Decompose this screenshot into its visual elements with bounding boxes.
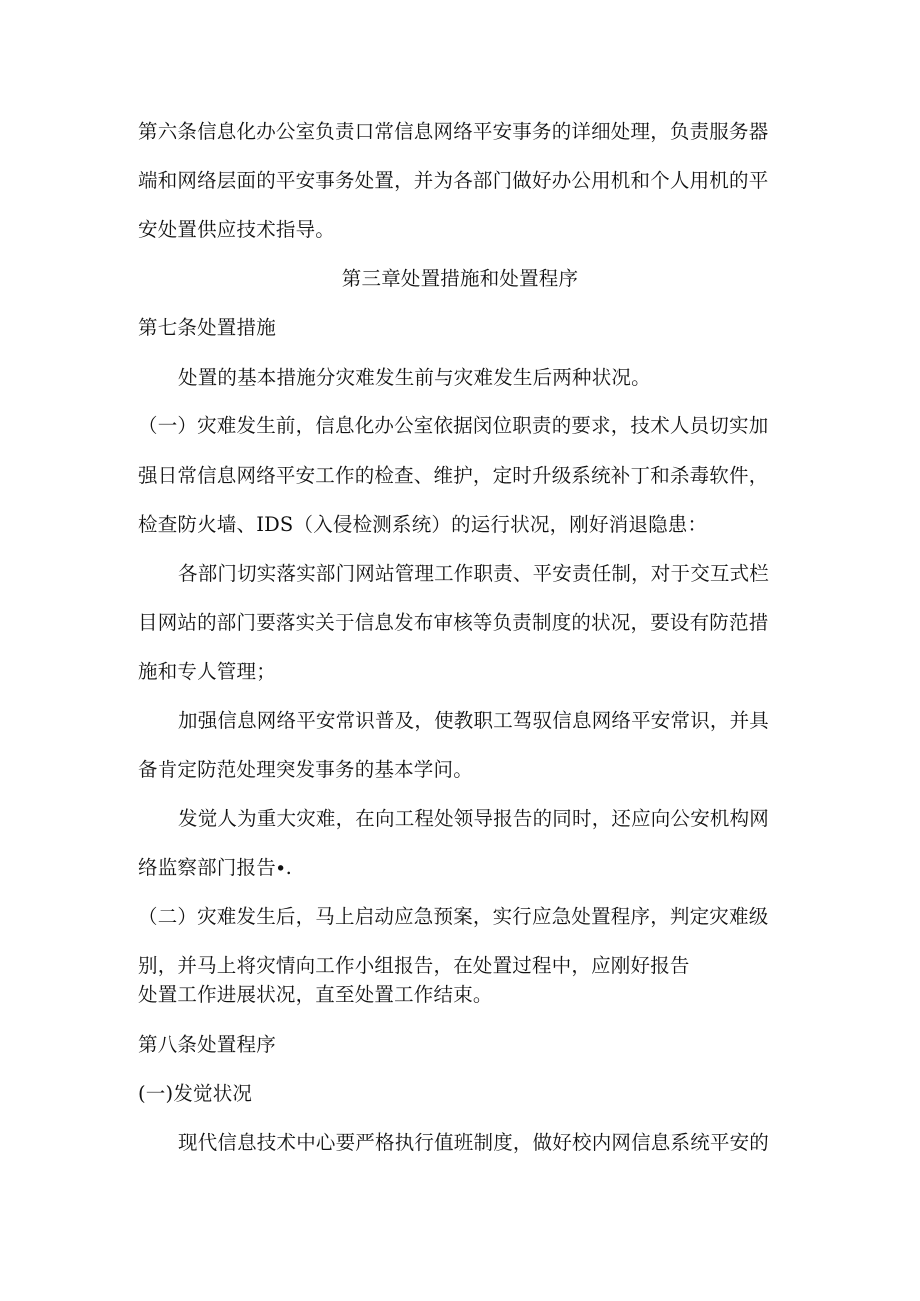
- paragraph-line-13: 加强信息网络平安常识普及，使教职工驾驭信息网络平安常识，并具: [178, 709, 770, 732]
- paragraph-line-1: 第六条信息化办公室负责口常信息网络平安事务的详细处理，负责服务器: [138, 120, 769, 143]
- paragraph-line-11: 目网站的部门要落实关于信息发布审核等负责制度的状况，要设有防范措: [138, 611, 769, 634]
- paragraph-line-15: 发觉人为重大灾难，在向工程处领导报告的同时，还应向公安机构网: [178, 807, 770, 830]
- article-heading-7: 第七条处置措施: [138, 316, 276, 339]
- paragraph-line-18: 别，并马上将灾情向工作小组报告，在处置过程中，应刚好报告: [138, 954, 690, 977]
- paragraph-line-9: 检查防火墙、IDS（入侵检测系统）的运行状况，刚好消退隐患：: [138, 513, 708, 536]
- paragraph-line-22: 现代信息技术中心要严格执行值班制度，做好校内网信息系统平安的: [178, 1131, 770, 1154]
- article-heading-8: 第八条处置程序: [138, 1033, 276, 1056]
- paragraph-line-16: 络监察部门报告∙.: [138, 856, 293, 879]
- paragraph-line-10: 各部门切实落实部门网站管理工作职责、平安责任制，对于交互式栏: [178, 562, 770, 585]
- paragraph-line-3: 安处置供应技术指导。: [138, 218, 336, 241]
- paragraph-line-14: 备肯定防范处理突发事务的基本学问。: [138, 758, 473, 781]
- paragraph-line-19: 处置工作进展状况，直至处置工作结束。: [138, 983, 493, 1006]
- paragraph-line-8: 强日常信息网络平安工作的检查、维护，定时升级系统补丁和杀毒软件，: [138, 464, 769, 487]
- subsection-heading-1: (一)发觉状况: [138, 1082, 253, 1105]
- paragraph-line-6: 处置的基本措施分灾难发生前与灾难发生后两种状况。: [178, 366, 651, 389]
- paragraph-line-2: 端和网络层面的平安事务处置，并为各部门做好办公用机和个人用机的平: [138, 169, 769, 192]
- paragraph-line-17: （二）灾难发生后，马上启动应急预案，实行应急处置程序，判定灾难级: [138, 905, 769, 928]
- paragraph-line-7: （一）灾难发生前，信息化办公室依据闵位职责的要求，技术人员切实加: [138, 414, 769, 437]
- paragraph-line-12: 施和专人管理；: [138, 660, 276, 683]
- chapter-heading: 第三章处置措施和处置程序: [341, 267, 579, 290]
